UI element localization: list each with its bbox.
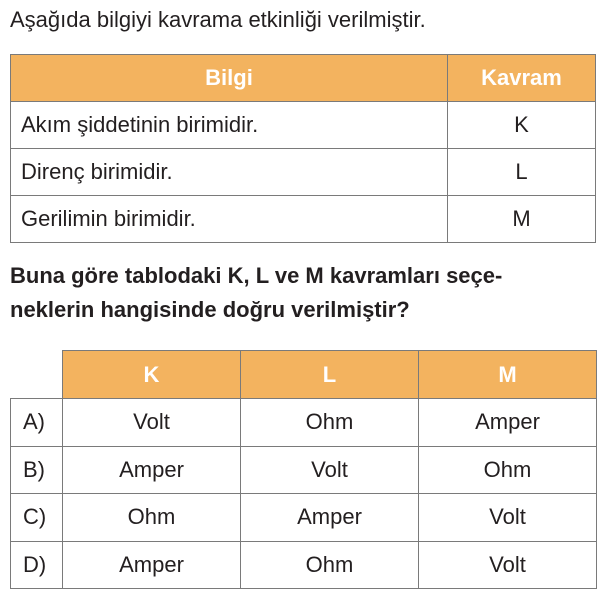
concept-cell: M — [448, 196, 596, 243]
option-value-k: Amper — [63, 446, 241, 494]
info-header-bilgi: Bilgi — [11, 55, 448, 102]
question-line-1: Buna göre tablodaki K, L ve M kavramları seçe- — [10, 263, 503, 288]
option-value-m: Volt — [419, 494, 597, 542]
option-value-m: Ohm — [419, 446, 597, 494]
concept-cell: K — [448, 102, 596, 149]
option-value-l: Amper — [241, 494, 419, 542]
option-value-l: Ohm — [241, 399, 419, 447]
question-text — [10, 259, 600, 327]
option-row-c[interactable] — [11, 494, 597, 542]
info-table-header-row — [11, 55, 596, 102]
option-value-k: Amper — [63, 541, 241, 589]
info-header-kavram: Kavram — [448, 55, 596, 102]
options-header-row — [11, 351, 597, 399]
question-line-2: neklerin hangisinde doğru verilmiştir? — [10, 297, 410, 322]
option-value-m: Volt — [419, 541, 597, 589]
info-cell: Direnç birimidir. — [11, 149, 448, 196]
option-label[interactable]: D) — [11, 541, 63, 589]
options-table — [10, 350, 597, 589]
concept-cell: L — [448, 149, 596, 196]
option-value-k: Ohm — [63, 494, 241, 542]
option-value-m: Amper — [419, 399, 597, 447]
options-header-m: M — [419, 351, 597, 399]
options-header-l: L — [241, 351, 419, 399]
option-value-l: Volt — [241, 446, 419, 494]
info-table-row — [11, 149, 596, 196]
option-label[interactable]: A) — [11, 399, 63, 447]
option-row-d[interactable] — [11, 541, 597, 589]
option-value-l: Ohm — [241, 541, 419, 589]
option-row-b[interactable] — [11, 446, 597, 494]
options-corner-cell — [11, 351, 63, 399]
info-table — [10, 54, 596, 243]
option-label[interactable]: C) — [11, 494, 63, 542]
info-table-row — [11, 196, 596, 243]
info-cell: Akım şiddetinin birimidir. — [11, 102, 448, 149]
intro-text: Aşağıda bilgiyi kavrama etkinliği verilmiştir. — [10, 7, 426, 32]
info-cell: Gerilimin birimidir. — [11, 196, 448, 243]
option-row-a[interactable] — [11, 399, 597, 447]
option-label[interactable]: B) — [11, 446, 63, 494]
info-table-row — [11, 102, 596, 149]
options-header-k: K — [63, 351, 241, 399]
option-value-k: Volt — [63, 399, 241, 447]
